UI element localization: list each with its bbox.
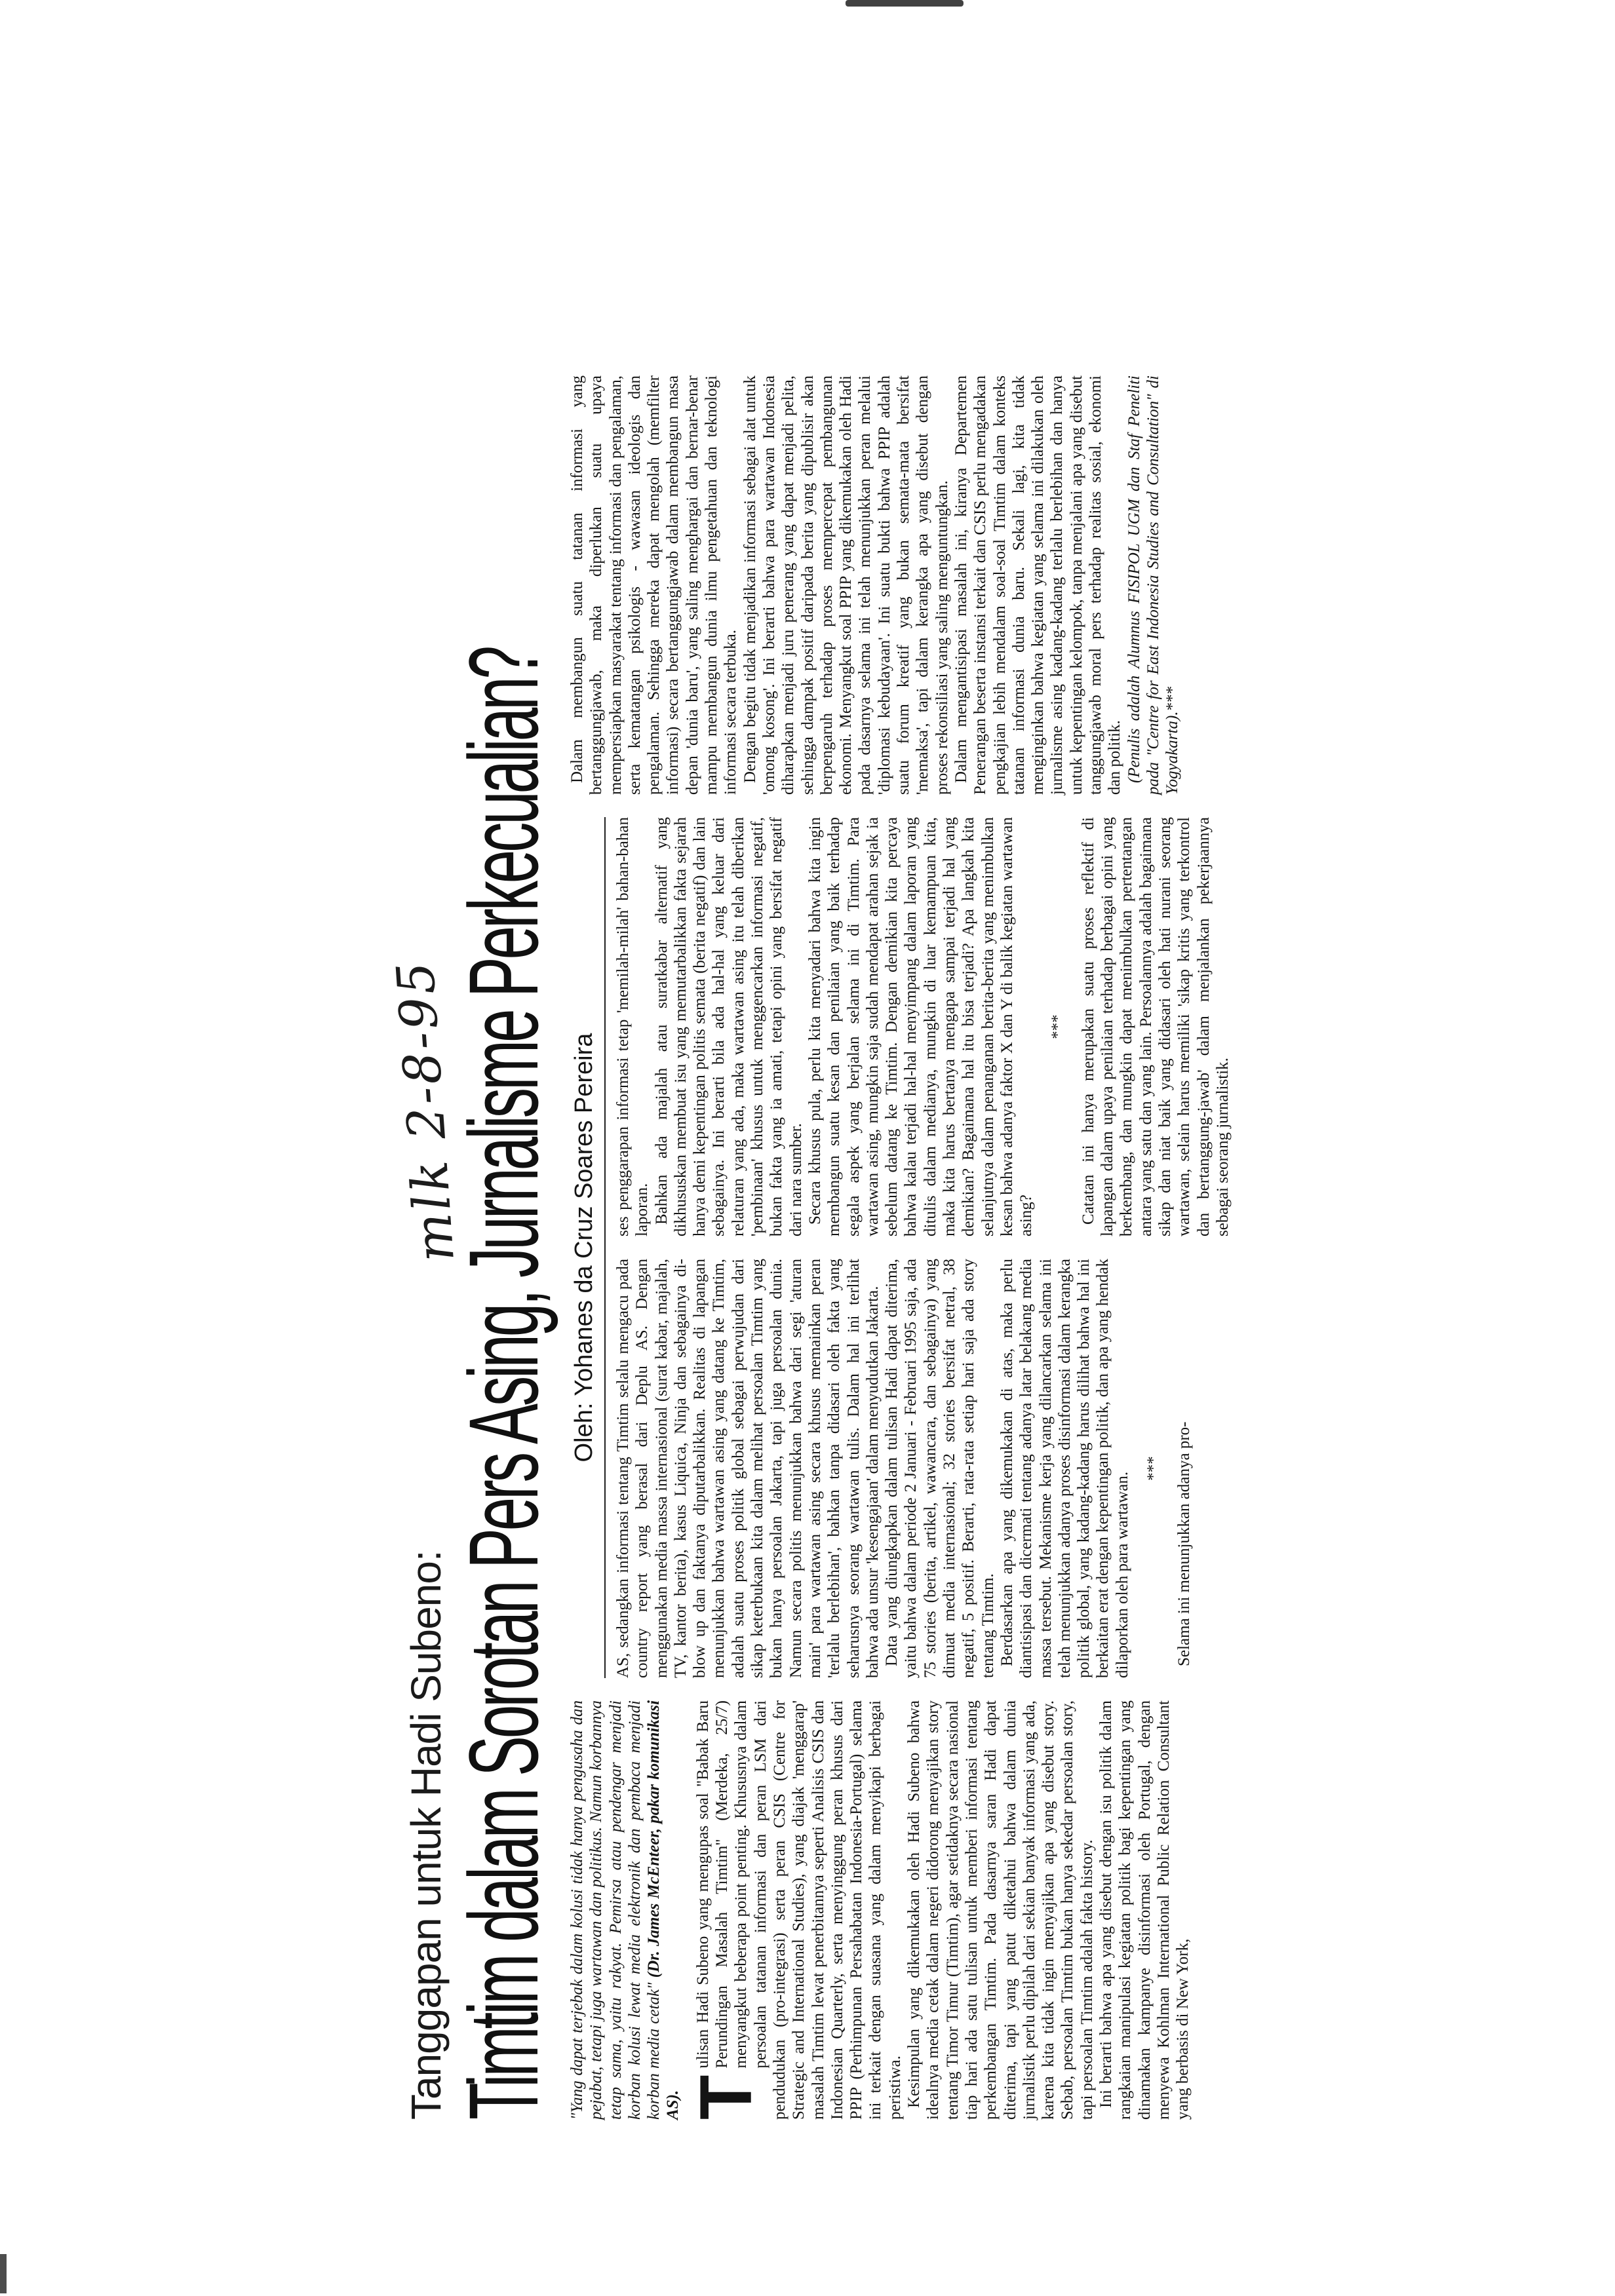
rotated-article bbox=[380, 318, 1272, 2152]
paragraph: Dalam membangun suatu tatanan informasi yang bertanggungjawab, maka diperlukan suatu upaya mempersiapkan masyarakat tentang informasi dan pengalaman, serta kematangan psikologis - wawasan ideologis dan pengalaman. Sehingga mereka dapat mengolah (memfilter informasi) secara bertanggungjawab dalam membangun masa depan 'dunia baru', yang saling menghargai dan bernar-benar mampu membangun dunia ilmu pengetahuan dan teknologi informasi secara terbuka. bbox=[568, 375, 740, 795]
paragraph: AS, sedangkan informasi tentang Timtim selalu mengacu pada country report yang berasal dari Deplu AS. Dengan menggunakan media massa internasional (surat kabar, majalah, TV, kantor berita), kasus Liquica, Ninja dan sebagainya di-blow up dan faktanya diputarbalikkan. Realitas di lapangan menunjukkan bahwa wartawan asing yang datang ke Timtim, adalah suatu proses politik global sebagai perwujudan dari sikap keterbukaan kita dalam melihat persoalan Timtim yang bukan hanya persoalan Jakarta, tapi juga persoalan dunia. Namun secara politis menunjukkan bahwa dari segi 'aturan main' para wartawan asing secara khusus memainkan peran 'terlalu berlebihan', bahkan tanpa didasari oleh fakta yang seharusnya seorang wartawan tulis. Dalam hal ini terlihat bahwa ada unsur 'kesengajaan' dalam menyudutkan Jakarta. bbox=[614, 1259, 882, 1678]
article-byline: Oleh: Yohanes da Cruz Soares Pereira bbox=[568, 817, 606, 1678]
author-note-text: (Penulis adalah Alumnus FISIPOL UGM dan Staf Peneliti pada "Centre for East Indonesia Studies and Consultation" di Yogyakarta).*** bbox=[1125, 375, 1182, 795]
quote-text: "Yang dapat terjebak dalam kolusi tidak hanya pengusaha dan pejabat, tetapi juga wartawan dan politikus. Namun korbannya tetap sama, yaitu rakyat. Pemirsa atau pendengar menjadi korban kolusi lewat media elektronik dan pembaca menjadi korban media cetak" bbox=[568, 1700, 663, 2120]
scan-artifact-top bbox=[846, 0, 963, 7]
paragraph: Secara khusus pula, perlu kita menyadari bahwa kita ingin membangun suatu kesan dan penilaian yang baik terhadap segala aspek yang berjalan selama ini di Timtim. Para wartawan asing, mungkin saja sudah mendapat arahan sejak ia sebelum datang ke Timtim. Dengan demikian kita percaya bahwa kalau terjadi hal-hal menyimpang dalam laporan yang ditulis dalam medianya, mungkin di luar kemampuan kita, maka kita harus bertanya mengapa sampai terjadi hal yang demikian? Bagaimana hal itu bisa terjadi? Apa langkah kita selanjutnya dalam penanganan berita-berita yang menimbulkan kesan bahwa adanya faktor X dan Y di balik kegiatan wartawan asing? bbox=[806, 817, 1036, 1236]
paragraph bbox=[684, 1700, 905, 2120]
article-kicker-row bbox=[385, 344, 467, 2120]
paragraph: Berdasarkan apa yang dikemukakan di atas, maka perlu diantisipasi dan dicermati tentang adanya latar belakang media massa tersebut. Mekanisme kerja yang dilancarkan selama ini telah menunjukkan adanya proses disinformasi dalam kerangka politik global, yang kadang-kadang harus dilihat bahwa hal ini berkaitan erat dengan kepentingan politik, dan apa yang hendak dilaporkan oleh para wartawan. bbox=[998, 1259, 1131, 1678]
paragraph-text: ulisan Hadi Subeno yang mengupas soal "Babak Baru Perundingan Masalah Timtim" (Merdeka, 25/7) menyangkut beberapa point penting. Khususnya dalam persoalan tatanan informasi dan peran LSM dari pendudukan (pro-integrasi) serta peran CSIS (Centre for Strategic and International Studies), yang diajak 'menggarap' masalah Timtim lewat penerbitannya seperti Analisis CSIS dan Indonesian Quarterly, serta menyinggung peran khusus dari PPIP (Perhimpunan Persahabatan Indonesia-Portugal) selama ini terkait dengan suasana yang dalam menyikapi berbagai peristiwa. bbox=[693, 1700, 904, 2120]
paragraph: ses penggarapan informasi tetap 'memilah-milah' bahan-bahan laporan. bbox=[614, 817, 652, 1236]
column-4 bbox=[568, 375, 1232, 795]
section-separator: *** bbox=[1144, 1456, 1163, 1481]
article-headline: Timtim dalam Sorotan Pers Asing, Jurnalisme Perkecualian? bbox=[448, 648, 558, 2120]
article-body bbox=[568, 344, 1232, 2120]
paragraph: Bahkan ada majalah atau suratkabar alternatif yang dikhususkan membuat isu yang memutarbalikkan fakta sejarah hanya demi kepentingan politis semata (berita negatif) dan lain sebagainya. Ini berarti bila ada hal-hal yang keluar dari relaturan yang ada, maka wartawan asing itu telah diberikan 'pembinaan' khusus untuk menggencarkan informasi negatif, bukan fakta yang ia amati, tetapi opini yang bersifat negatif dari nara sumber. bbox=[652, 817, 805, 1236]
opening-quote bbox=[568, 1700, 683, 2120]
column-3 bbox=[613, 817, 1232, 1236]
scan-artifact-left bbox=[0, 2254, 7, 2293]
drop-cap: T bbox=[684, 2075, 767, 2120]
column-1 bbox=[568, 1700, 1232, 2120]
quote-author: (Dr. James McEnteer, pakar komunikasi AS). bbox=[645, 1700, 682, 2120]
newspaper-clipping bbox=[380, 318, 1272, 2152]
handwritten-date-note: mlk 2-8-95 bbox=[385, 957, 467, 1264]
author-note bbox=[1125, 375, 1182, 795]
paragraph: Kesimpulan yang dikemukakan oleh Hadi Subeno bahwa idealnya media cetak dalam negeri didorong menyajikan story tentang Timor Timur (Timtim), agar setidaknya secara nasional tiap hari ada satu tulisan untuk memberi informasi tentang perkembangan Timtim. Pada dasarnya saran Hadi dapat diterima, tapi yang patut diketahui bahwa dalam dunia jurnalistik perlu dipilah dari sekian banyak informasi yang ada, karena kita tidak ingin menyajikan apa yang disebut story. Sebab, persoalan Timtim bukan hanya sekedar persoalan story, tapi persoalan Timtim adalah fakta history. bbox=[905, 1700, 1096, 2120]
paragraph: Dalam mengantisipasi masalah ini, kiranya Departemen Penerangan beserta instansi terkait dan CSIS perlu mengadakan pengkajian lebih mendalam soal-soal Timtim dalam konteks tatanan informasi dunia baru. Sekali lagi, kita tidak menginginkan bahwa kegiatan yang selama ini dilakukan oleh jurnalisme asing kadang-kadang terlalu berlebihan dan hanya untuk kepentingan kelompok, tanpa menjalani apa yang disebut tanggungjawab moral pers terhadap realitas sosial, ekonomi dan politik. bbox=[952, 375, 1124, 795]
paragraph: Dengan begitu tidak menjadikan informasi sebagai alat untuk 'omong kosong'. Ini berarti bahwa para wartawan Indonesia diharapkan menjadi juru penerang yang dapat menjadi pelita, sehingga dampak positif daripada berita yang dipublisir akan berpengaruh terhadap proses mempercepat pembangunan ekonomi. Menyangkut soal PPIP yang dikemukakan oleh Hadi pada dasarnya selama ini telah menunjukkan peran melalui 'diplomasi kebudayaan'. Ini suatu bukti bahwa PPIP adalah suatu forum kreatif yang bukan semata-mata bersifat 'memaksa', tapi dalam kerangka apa yang disebut dengan proses rekonsiliasi yang saling menguntungkan. bbox=[741, 375, 951, 795]
section-separator: *** bbox=[1048, 1014, 1066, 1039]
paragraph: Selama ini menunjukkan adanya pro- bbox=[1175, 1421, 1194, 1666]
article-kicker: Tanggapan untuk Hadi Subeno: bbox=[402, 1550, 450, 2120]
paragraph: Data yang diungkapkan dalam tulisan Hadi dapat diterima, yaitu bahwa dalam periode 2 Januari - Februari 1995 saja, ada 75 stories (berita, artikel, wawancara, dan sebagainya) yang dimuat media internasional; 32 stories bersifat netral, 38 negatif, 5 positif. Berarti, rata-rata setiap hari saja ada story tentang Timtim. bbox=[883, 1259, 997, 1678]
column-2 bbox=[613, 1259, 1232, 1678]
paragraph: Catatan ini hanya merupakan suatu proses reflektif di lapangan dalam upaya penilaian terhadap berbagai opini yang berkembang, dan mungkin dapat menimbulkan pertentangan antara yang satu dan yang lain. Persoalannya adalah bagaimana sikap dan niat baik yang didasari oleh hati nurani seorang wartawan, selain harus memiliki 'sikap kritis yang terkontrol dan bertanggung-jawab' dalam menjalankan pekerjaannya sebagai seorang jurnalistik. bbox=[1079, 817, 1232, 1236]
paragraph: Ini berarti bahwa apa yang disebut dengan isu politik dalam rangkaian manipulasi kegiatan politik bagi kepentingan yang dinamakan kampanye disinformasi oleh Portugal, dengan menyewa Kohlman International Public Relation Consultant yang berbasis di New York, bbox=[1097, 1700, 1192, 2120]
